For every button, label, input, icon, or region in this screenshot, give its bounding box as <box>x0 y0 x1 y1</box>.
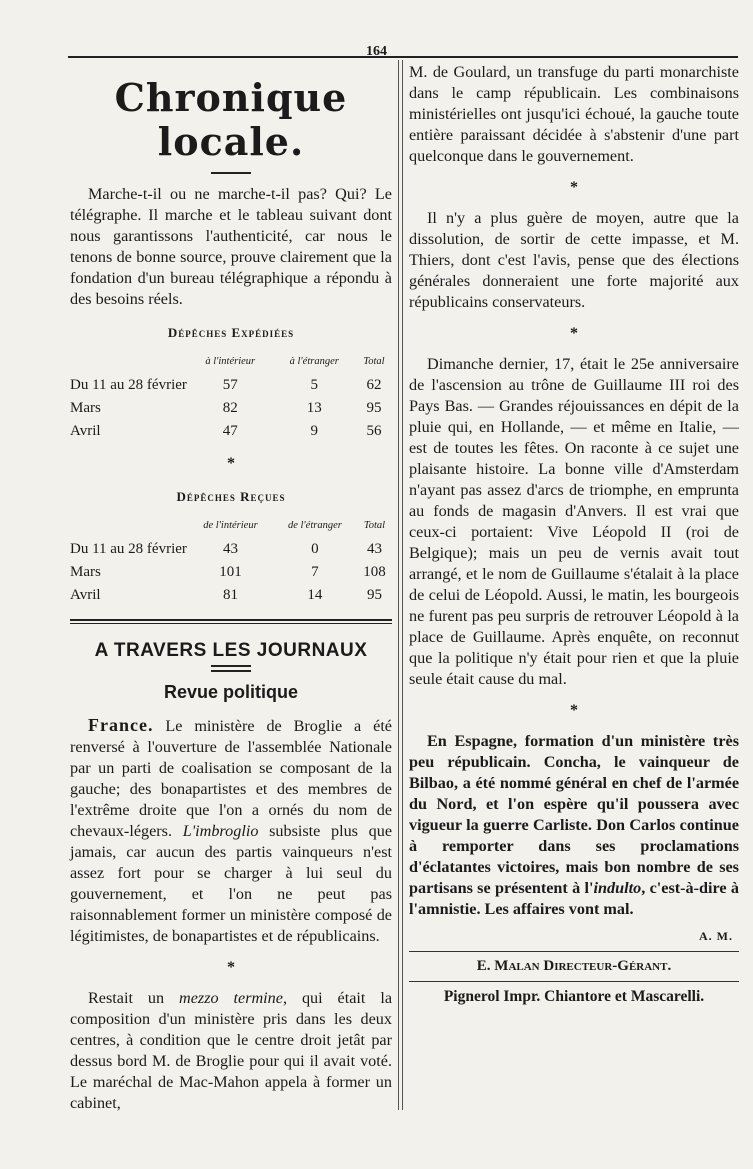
column-header: à l'intérieur <box>205 356 256 367</box>
row-label: Avril <box>70 587 101 603</box>
column-header: de l'intérieur <box>203 520 258 531</box>
asterisk-separator: * <box>570 325 578 342</box>
lead-word: France. <box>88 715 154 735</box>
table-row <box>70 420 392 443</box>
table-title-received: Dépêches Reçues <box>176 489 286 504</box>
row-label: Mars <box>70 564 101 580</box>
asterisk-separator: * <box>227 455 235 472</box>
footer-rule <box>409 981 739 982</box>
italic-term: mezzo termine <box>179 989 283 1007</box>
column-header: de l'étranger <box>287 520 342 531</box>
table-row <box>70 561 392 584</box>
row-label: Mars <box>70 400 101 416</box>
cell: 5 <box>310 377 318 393</box>
cell: 108 <box>363 564 386 580</box>
paragraph-text: , qui était la composition d'un ministère pris dans les deux centres, à condition que le centre droit jetât par dessus bord M. de Broglie pour qui il avait voté. Le maréchal de Mac-Mahon appela à former un cabinet, <box>70 989 393 1112</box>
row-label: Avril <box>70 423 101 439</box>
cell: 43 <box>222 541 238 557</box>
cell: 56 <box>366 423 382 439</box>
table-header-row <box>70 513 392 538</box>
cell: 47 <box>222 423 238 439</box>
cell: 62 <box>366 377 382 393</box>
top-rule <box>68 56 738 58</box>
sent-dispatches-table <box>70 349 392 443</box>
espagne-paragraph <box>409 731 739 920</box>
goulard-paragraph: M. de Goulard, un transfuge du parti monarchiste dans le camp républicain. Les combinaisons ministérielles ont jusqu'ici échoué, la gauche toute entière paraissant décidée à s'abstenir d'une part quelconque dans le gouvernement. <box>409 63 739 165</box>
cell: 9 <box>310 423 318 439</box>
table-title-sent: Dépêches Expédiées <box>167 325 295 340</box>
paragraph-text: , c'est-à-dire à l'amnistie. Les affaires vont mal. <box>409 879 739 918</box>
column-header: à l'étranger <box>289 356 339 367</box>
asterisk-separator: * <box>570 179 578 196</box>
table-row <box>70 397 392 420</box>
guillaume-paragraph: Dimanche dernier, 17, était le 25e anniversaire de l'ascension au trône de Guillaume III roi des Pays Bas. — Grandes réjouissances en dépit de la pluie qui, en Hollande, — et même en Italie, — est de toutes les fêtes. On raconte à ce sujet une plaisante histoire. La bonne ville d'Amsterdam n'ayant pas assez d'arcs de triomphe, en emprunta au fonds de magasin d'Anvers. Il est vrai que ceux-ci portaient: Vive Léopold II (roi de Belgique); mais un peu de vernis avait tout arrangé, et le nom de Guillaume s'étalait à la place de celui de Léopold. Aussi, le matin, les bourgeois ne furent pas peu surpris de retrouver Léopold à la place de Guillaume. Après enquête, on reconnut que la politique n'y était pour rien et que la pluie seule était cause du mal. <box>409 355 739 688</box>
short-rule <box>211 172 251 174</box>
italic-term: indulto <box>593 879 642 897</box>
left-column <box>70 62 392 1120</box>
printer-line: Pignerol Impr. Chiantore et Mascarelli. <box>443 988 705 1005</box>
cell: 14 <box>307 587 323 603</box>
section-title: A TRAVERS LES JOURNAUX <box>94 640 368 661</box>
row-label: Du 11 au 28 février <box>70 377 187 393</box>
cell: 81 <box>222 587 238 603</box>
table-row <box>70 584 392 607</box>
section-rule <box>70 619 392 624</box>
cell: 57 <box>222 377 238 393</box>
asterisk-separator: * <box>227 959 235 976</box>
page-number: 164 <box>366 44 387 59</box>
cell: 13 <box>306 400 322 416</box>
paragraph-text: Restait un <box>88 989 165 1007</box>
table-row <box>70 538 392 561</box>
thiers-paragraph: Il n'y a plus guère de moyen, autre que la dissolution, de sortir de cette impasse, et M. Thiers, dont c'est l'avis, pense que des élections générales donneraient une forte majorité aux républicains conservateurs. <box>409 209 739 311</box>
column-header: Total <box>363 356 385 367</box>
paragraph-text: En Espagne, formation d'un ministère très peu républicain. Concha, le vainqueur de Bilbao, a été nommé général en chef de l'armée du Nord, et l'on espère qu'il poussera avec vigueur la guerre Carliste. Don Carlos continue à remporter dans ses proclamations d'éclatantes victoires, mais bon nombre de ses partisans se présentent à l' <box>409 732 739 897</box>
author-signature: A. M. <box>699 929 733 943</box>
column-header: Total <box>363 520 386 531</box>
cell: 82 <box>222 400 238 416</box>
sub-title: Revue politique <box>163 682 298 702</box>
table-header-row <box>70 349 392 374</box>
paragraph-text: Le ministère de Broglie a été renversé à l'ouverture de l'assemblée Nationale par un parti de coalisation se composant de la gauche; des bonapartistes et des membres de l'extrême droite que l'on a ornés du nom de chevaux-légers. <box>70 717 392 840</box>
column-divider <box>398 60 403 1110</box>
editor-line: E. Malan Directeur-Gérant. <box>476 958 672 974</box>
mezzo-paragraph <box>70 988 392 1114</box>
cell: 0 <box>311 541 319 557</box>
cell: 43 <box>366 541 382 557</box>
cell: 95 <box>366 587 382 603</box>
italic-term: L'imbroglio <box>182 822 259 840</box>
france-paragraph <box>70 715 392 947</box>
intro-paragraph: Marche-t-il ou ne marche-t-il pas? Qui? Le télégraphe. Il marche et le tableau suivant dont nous garantissons l'authenticité, car nous le tenons de bonne source, prouve clairement que la fondation d'un bureau télégraphique a répondu à des besoins réels. <box>70 185 392 308</box>
short-rule <box>211 665 251 672</box>
footer-rule <box>409 951 739 952</box>
cell: 7 <box>311 564 319 580</box>
cell: 101 <box>219 564 242 580</box>
row-label: Du 11 au 28 février <box>70 541 187 557</box>
cell: 95 <box>366 400 382 416</box>
asterisk-separator: * <box>570 702 578 719</box>
table-row <box>70 374 392 397</box>
right-column <box>409 62 739 1007</box>
masthead-title: Chronique locale. <box>114 75 348 164</box>
received-dispatches-table <box>70 513 392 607</box>
paragraph-text: subsiste plus que jamais, car aucun des partis vainqueurs n'est assez fort pour se charger à lui seul du gouvernement, et l'on ne peut pas raisonnablement former un ministère composé de légitimistes, de bonapartistes et de républicains. <box>70 822 393 945</box>
